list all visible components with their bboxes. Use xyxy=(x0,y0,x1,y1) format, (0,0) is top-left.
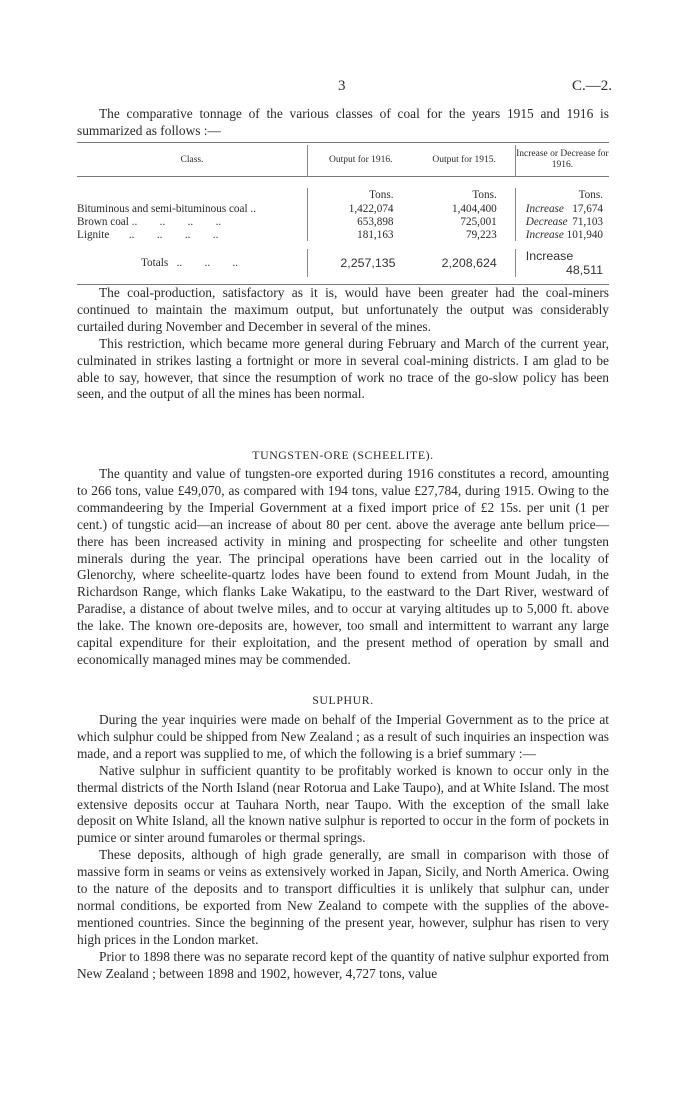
tungsten-heading: TUNGSTEN-ORE (SCHEELITE). xyxy=(252,448,434,462)
paragraph: Native sulphur in sufficient quantity to be profitably worked is known to occur only in the thermal districts of the North Island (near Rotorua and Lake Taupo), and at White Island. The most extensive deposits occur at Tauhara North, near Taupo. With the exception of the small lake deposit on White Island, all the known native sulphur is reported to occur in the form of pockets in pumice or sinter around fumaroles or thermal springs. xyxy=(77,762,609,846)
table-row: Brown coal .. .. .. .. 653,898 725,001 Decrease 71,103 xyxy=(77,215,609,228)
col-header-1916: Output for 1916. xyxy=(308,145,414,176)
paragraph: Prior to 1898 there was no separate record kept of the quantity of native sulphur exported from New Zealand ; between 1898 and 1902, however, 4,727 tons, value xyxy=(77,948,609,981)
totals-row: Totals .. .. .. 2,257,135 2,208,624 Increase 48,511 xyxy=(77,249,609,277)
sulphur-section xyxy=(77,712,609,983)
document-reference: C.—2. xyxy=(571,78,612,94)
col-header-class: Class. xyxy=(180,155,204,166)
col-header-1915: Output for 1915. xyxy=(432,155,496,166)
table-row: Lignite .. .. .. .. 181,163 79,223 Increase 101,940 xyxy=(77,228,609,241)
coal-output-table xyxy=(77,142,609,286)
paragraph: This restriction, which became more general during February and March of the current year, culminated in strikes lasting a fortnight or more in several coal-mining districts. I am glad to be able to say, however, that since the resumption of work no trace of the go-slow policy has been seen, and the output of all the mines has been normal. xyxy=(77,335,609,402)
col-header-change: Increase or Decrease for 1916. xyxy=(515,145,609,176)
tungsten-section xyxy=(77,466,609,669)
unit-change: Tons. xyxy=(515,188,609,202)
sulphur-heading: SULPHUR. xyxy=(312,693,374,707)
coal-paragraphs xyxy=(77,285,609,403)
paragraph: During the year inquiries were made on behalf of the Imperial Government as to the price at which sulphur could be shipped from New Zealand ; as a result of such inquiries an inspection was made, and a report was supplied to me, of which the following is a brief summary :— xyxy=(77,712,609,761)
intro-paragraph: The comparative tonnage of the various classes of coal for the years 1915 and 1916 is summarized as follows :— xyxy=(77,106,609,138)
paragraph: The coal-production, satisfactory as it is, would have been greater had the coal-miners continued to maintain the maximum output, but unfortunately the output was considerably curtailed during November and December in several of the mines. xyxy=(77,285,609,334)
unit-1916: Tons. xyxy=(308,188,414,202)
table-row: Bituminous and semi-bituminous coal .. 1,422,074 1,404,400 Increase 17,674 xyxy=(77,202,609,215)
page-number: 3 xyxy=(338,78,346,94)
paragraph: These deposits, although of high grade generally, are small in comparison with those of massive form in seams or veins as extensively worked in Japan, Sicily, and North America. Owing to the nature of the deposits and to transport difficulties it is unlikely that sulphur can, under normal conditions, be exported from New Zealand to compete with the supplies of the above-mentioned countries. Since the beginning of the present year, however, sulphur has risen to very high prices in the London market. xyxy=(77,847,609,947)
unit-1915: Tons. xyxy=(472,189,497,201)
paragraph: The quantity and value of tungsten-ore exported during 1916 constitutes a record, amounting to 266 tons, value £49,070, as compared with 194 tons, value £27,784, during 1915. Owing to the commandeering by the Imperial Government at a fixed import price of £2 15s. per unit (1 per cent.) of tungstic acid—an increase of about 80 per cent. above the average ante bellum price—there has been increased activity in mining and prospecting for scheelite and other tungsten minerals during the year. The principal operations have been carried out in the locality of Glenorchy, where scheelite-quartz lodes have been found to extend from Mount Judah, in the Richardson Range, which flanks Lake Wakatipu, to the eastward to the Dart River, westward of Paradise, a distance of about twelve miles, and to occur at varying altitudes up to 5,000 ft. above the lake. The known ore-deposits are, however, too small and intermittent to warrant any large capital expenditure for their exploitation, and the present method of operation by small and economically managed mines may be commended. xyxy=(77,466,609,667)
